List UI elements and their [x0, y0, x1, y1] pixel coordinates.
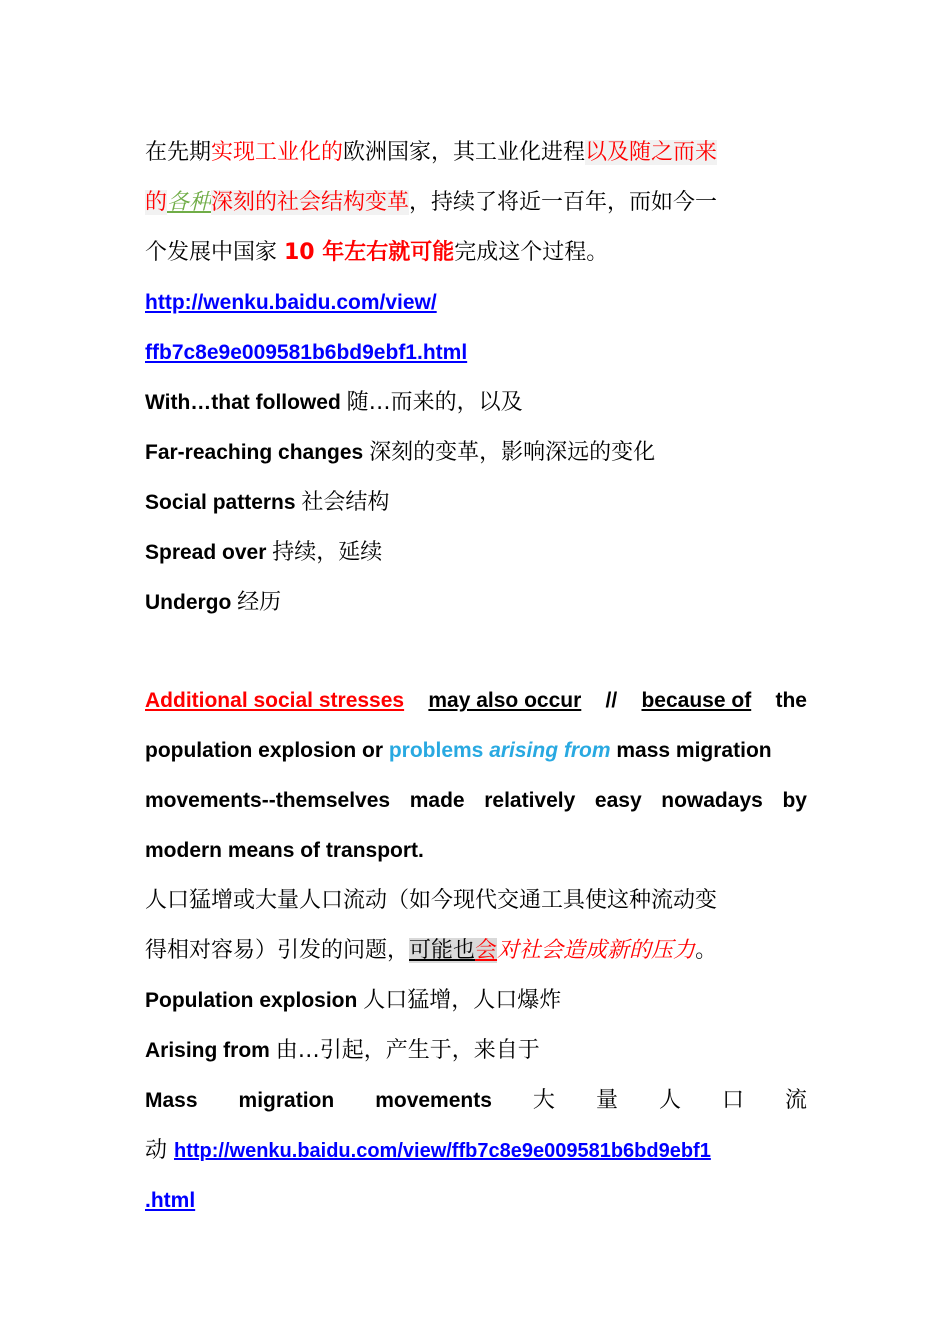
vocab-item	[145, 378, 807, 428]
highlight-red-italic: 对社会造成新的压力	[497, 938, 696, 963]
text: 人口猛增或大量人口流动（如今现代交通工具使这种流动变	[145, 888, 718, 913]
wenku-link[interactable]: .html	[145, 1189, 196, 1212]
vocab-item	[145, 428, 807, 478]
vocab-term: Undergo	[145, 591, 238, 614]
para2-line4	[145, 826, 807, 876]
underlined-text: because of	[641, 689, 752, 712]
text: mass migration	[610, 739, 772, 762]
word: migration	[238, 1089, 335, 1112]
highlight-red: Additional social stresses	[145, 689, 405, 712]
word: 大	[532, 1088, 555, 1113]
word: 流	[784, 1088, 807, 1113]
para1-line2	[145, 178, 807, 228]
text: 个发展中国家	[145, 240, 284, 265]
text: ，持续了将近一百年，而如今一	[409, 190, 718, 215]
document-page	[145, 128, 807, 1226]
vocab-item	[145, 976, 807, 1026]
mass-line2	[145, 1126, 807, 1176]
word: nowadays	[661, 789, 763, 812]
highlight-red: 会	[475, 938, 498, 963]
vocab-meaning: 社会结构	[301, 490, 390, 515]
vocab-meaning: 深刻的变革，影响深远的变化	[369, 440, 656, 465]
para2-line2	[145, 726, 807, 776]
vocab-term: Arising from	[145, 1039, 276, 1062]
highlight-red: 深刻的社会结构变革	[211, 190, 410, 215]
word: 口	[721, 1088, 744, 1113]
link1-line1[interactable]	[145, 278, 807, 328]
highlight-red: 以及随之而来	[585, 140, 718, 165]
mass-line3[interactable]	[145, 1176, 807, 1226]
word: Mass	[145, 1089, 198, 1112]
para1-line1	[145, 128, 807, 178]
text: //	[605, 689, 618, 712]
vocab-meaning: 持续，延续	[272, 540, 383, 565]
vocab-term: Social patterns	[145, 491, 302, 514]
vocab-item	[145, 528, 807, 578]
vocab-term: Far-reaching changes	[145, 441, 370, 464]
mass-line1	[145, 1076, 807, 1126]
para3-line1	[145, 876, 807, 926]
text: modern means of transport.	[145, 839, 424, 862]
text: 在先期	[145, 140, 212, 165]
spacer	[145, 628, 807, 676]
vocab-item	[145, 578, 807, 628]
word: relatively	[484, 789, 576, 812]
wenku-link[interactable]: http://wenku.baidu.com/view/	[145, 291, 437, 314]
highlight-red: 的	[145, 190, 168, 215]
text: 动	[145, 1138, 174, 1163]
link1-line2[interactable]	[145, 328, 807, 378]
text: 得相对容易）引发的问题，	[145, 938, 410, 963]
vocab-meaning: 随…而来的，以及	[346, 390, 523, 415]
vocab-meaning: 人口猛增，人口爆炸	[363, 988, 562, 1013]
highlight-red: 10 年左右就可能	[284, 240, 455, 265]
highlight-red: 实现工业化的	[211, 140, 344, 165]
underlined-text: 可能也	[409, 938, 476, 963]
para1-line3	[145, 228, 807, 278]
vocab-meaning: 经历	[237, 590, 282, 615]
text: 欧洲国家，其工业化进程	[343, 140, 586, 165]
text: 。	[695, 938, 718, 963]
para3-line2	[145, 926, 807, 976]
vocab-term: Spread over	[145, 541, 273, 564]
word: easy	[594, 789, 642, 812]
vocab-meaning: 由…引起，产生于，来自于	[275, 1038, 540, 1063]
text: 完成这个过程。	[454, 240, 609, 265]
text: population explosion or	[145, 739, 389, 762]
highlight-cyan: problems	[388, 739, 490, 762]
word: movements	[375, 1089, 492, 1112]
vocab-item	[145, 478, 807, 528]
para2-line1	[145, 676, 807, 726]
para2-line3	[145, 776, 807, 826]
underlined-text: may also occur	[428, 689, 582, 712]
word: made	[409, 789, 465, 812]
vocab-term: Population explosion	[145, 989, 364, 1012]
highlight-green: 各种	[167, 190, 212, 215]
wenku-link[interactable]: ffb7c8e9e009581b6bd9ebf1.html	[145, 341, 468, 364]
word: 人	[658, 1088, 681, 1113]
word: by	[782, 789, 807, 812]
word: 量	[595, 1088, 618, 1113]
highlight-cyan-italic: arising from	[489, 739, 611, 762]
text: the	[775, 689, 807, 712]
word: movements--themselves	[145, 789, 391, 812]
vocab-item	[145, 1026, 807, 1076]
vocab-term: With…that followed	[145, 391, 347, 414]
wenku-link[interactable]: http://wenku.baidu.com/view/ffb7c8e9e009581b6bd9ebf1	[174, 1140, 711, 1162]
